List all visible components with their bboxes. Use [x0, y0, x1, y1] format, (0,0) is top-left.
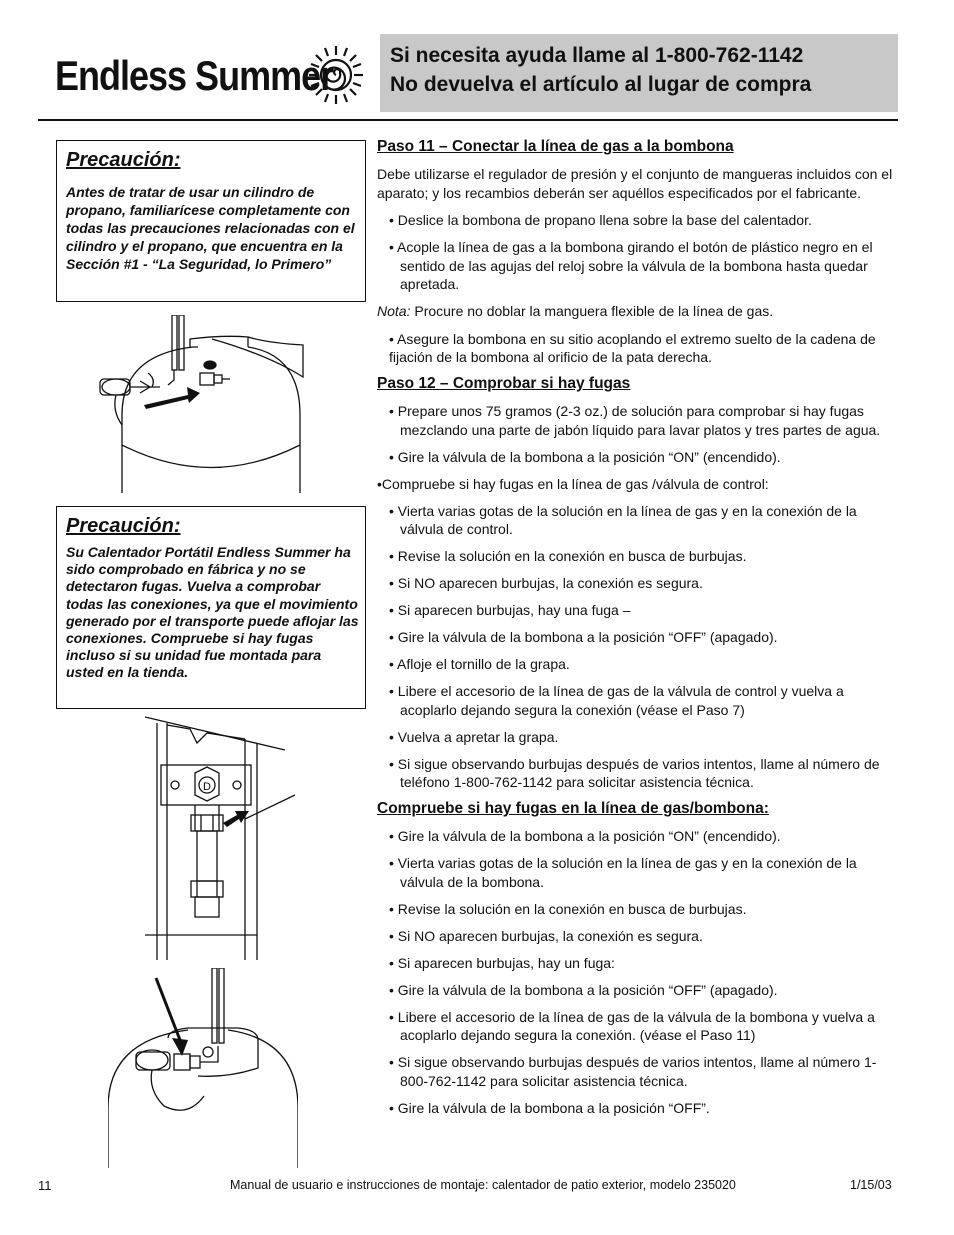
list-item: • Gire la válvula de la bombona a la posición “OFF” (apagado). — [389, 629, 778, 645]
list-item: • Libere el accesorio de la línea de gas de la válvula de control y vuelva a acoplarlo dejando segura la conexión (véase el Paso 7) — [389, 683, 844, 718]
brand-name: Endless Summer — [55, 52, 334, 100]
note-text: Procure no doblar la manguera flexible de la línea de gas. — [410, 303, 774, 319]
valve-letter: D — [203, 781, 211, 793]
sun-swirl-icon — [307, 44, 365, 106]
list-item: • Gire la válvula de la bombona a la posición “OFF”. — [389, 1099, 710, 1116]
list-item: • Acople la línea de gas a la bombona girando el botón de plástico negro en el sentido de las agujas del reloj sobre la válvula de la bombona hasta quedar apretada. — [389, 239, 873, 292]
caution-title: Precaución: — [66, 149, 181, 171]
return-notice-line: No devuelva el artículo al lugar de compra — [390, 73, 812, 96]
tank-connection-illustration — [88, 315, 328, 493]
list-item: • Gire la válvula de la bombona a la posición “ON” (encendido). — [389, 448, 781, 465]
caution-text: Antes de tratar de usar un cilindro de propano, familiarícese completamente con todas las precauciones relacionadas con el cilindro y el propano, que encuentra en la Sección #1 - “La Seguridad, lo Primero” — [66, 184, 355, 272]
caution-box-propane — [56, 140, 366, 302]
list-item: • Gire la válvula de la bombona a la posición “OFF” (apagado). — [389, 981, 778, 998]
caution-box-leak-test — [56, 506, 366, 709]
check-control-valve-line: •Compruebe si hay fugas en la línea de gas /válvula de control: — [377, 475, 769, 492]
step12-heading: Paso 12 – Comprobar si hay fugas — [377, 375, 631, 392]
list-item: • Si sigue observando burbujas después de varios intentos, llame al número 1-800-762-1142 para solicitar asistencia técnica. — [389, 1054, 877, 1089]
step11-note — [377, 302, 897, 321]
check-tank-heading: Compruebe si hay fugas en la línea de gas/bombona: — [377, 800, 769, 817]
list-item: • Revise la solución en la conexión en busca de burbujas. — [389, 548, 747, 564]
note-label: Nota: — [377, 303, 411, 319]
list-item: • Vuelva a apretar la grapa. — [389, 728, 559, 745]
list-item: • Afloje el tornillo de la grapa. — [389, 656, 570, 672]
list-item: • Prepare unos 75 gramos (2-3 oz.) de solución para comprobar si hay fugas mezclando una parte de jabón líquido para lavar platos y tres partes de agua. — [389, 403, 881, 438]
footer-date: 1/15/03 — [850, 1178, 892, 1192]
caution-title: Precaución: — [66, 515, 181, 537]
list-item: • Libere el accesorio de la línea de gas de la válvula de la bombona y vuelva a acoplarlo dejando segura la conexión. (véase el Paso 11) — [389, 1008, 875, 1043]
list-item: • Vierta varias gotas de la solución en la línea de gas y en la conexión de la válvula de control. — [389, 502, 857, 537]
header-divider — [38, 119, 898, 121]
footer-title: Manual de usuario e instrucciones de montaje: calentador de patio exterior, modelo 235020 — [230, 1178, 736, 1192]
help-banner — [380, 34, 898, 112]
tank-valve-illustration — [108, 968, 298, 1168]
step11-heading: Paso 11 – Conectar la línea de gas a la bombona — [377, 138, 734, 155]
list-item: • Si NO aparecen burbujas, la conexión es segura. — [389, 927, 703, 944]
list-item: • Si NO aparecen burbujas, la conexión es segura. — [389, 575, 703, 591]
instructions-column — [377, 138, 897, 1126]
caution-text: Su Calentador Portátil Endless Summer ha sido comprobado en fábrica y no se detectaron fugas. Vuelva a comprobar todas las conexiones, ya que el movimiento generado por el transporte puede aflojar las conexiones. Compruebe si hay fugas incluso si su unidad fue montada para usted en la tienda. — [66, 544, 359, 681]
list-item: • Deslice la bombona de propano llena sobre la base del calentador. — [389, 212, 812, 228]
step11-intro: Debe utilizarse el regulador de presión y el conjunto de mangueras incluidos con el aparato; y los recambios deberán ser aquéllos especificados por el fabricante. — [377, 166, 893, 201]
list-item: • Revise la solución en la conexión en busca de burbujas. — [389, 900, 747, 917]
brand-logo — [55, 52, 375, 112]
list-item: • Asegure la bombona en su sitio acoplando el extremo suelto de la cadena de fijación de la bombona al orificio de la pata derecha. — [389, 330, 876, 365]
control-valve-illustration — [145, 715, 295, 960]
list-item: • Vierta varias gotas de la solución en la línea de gas y en la conexión de la válvula de la bombona. — [389, 855, 857, 890]
list-item: • Si aparecen burbujas, hay un fuga: — [389, 954, 615, 971]
list-item: • Si sigue observando burbujas después de varios intentos, llame al número de teléfono 1-800-762-1142 para solicitar asistencia técnica. — [389, 755, 880, 790]
help-phone-line: Si necesita ayuda llame al 1-800-762-1142 — [390, 44, 804, 67]
list-item: • Gire la válvula de la bombona a la posición “ON” (encendido). — [389, 828, 781, 844]
page-number: 11 — [38, 1178, 52, 1193]
list-item: • Si aparecen burbujas, hay una fuga – — [389, 602, 631, 618]
